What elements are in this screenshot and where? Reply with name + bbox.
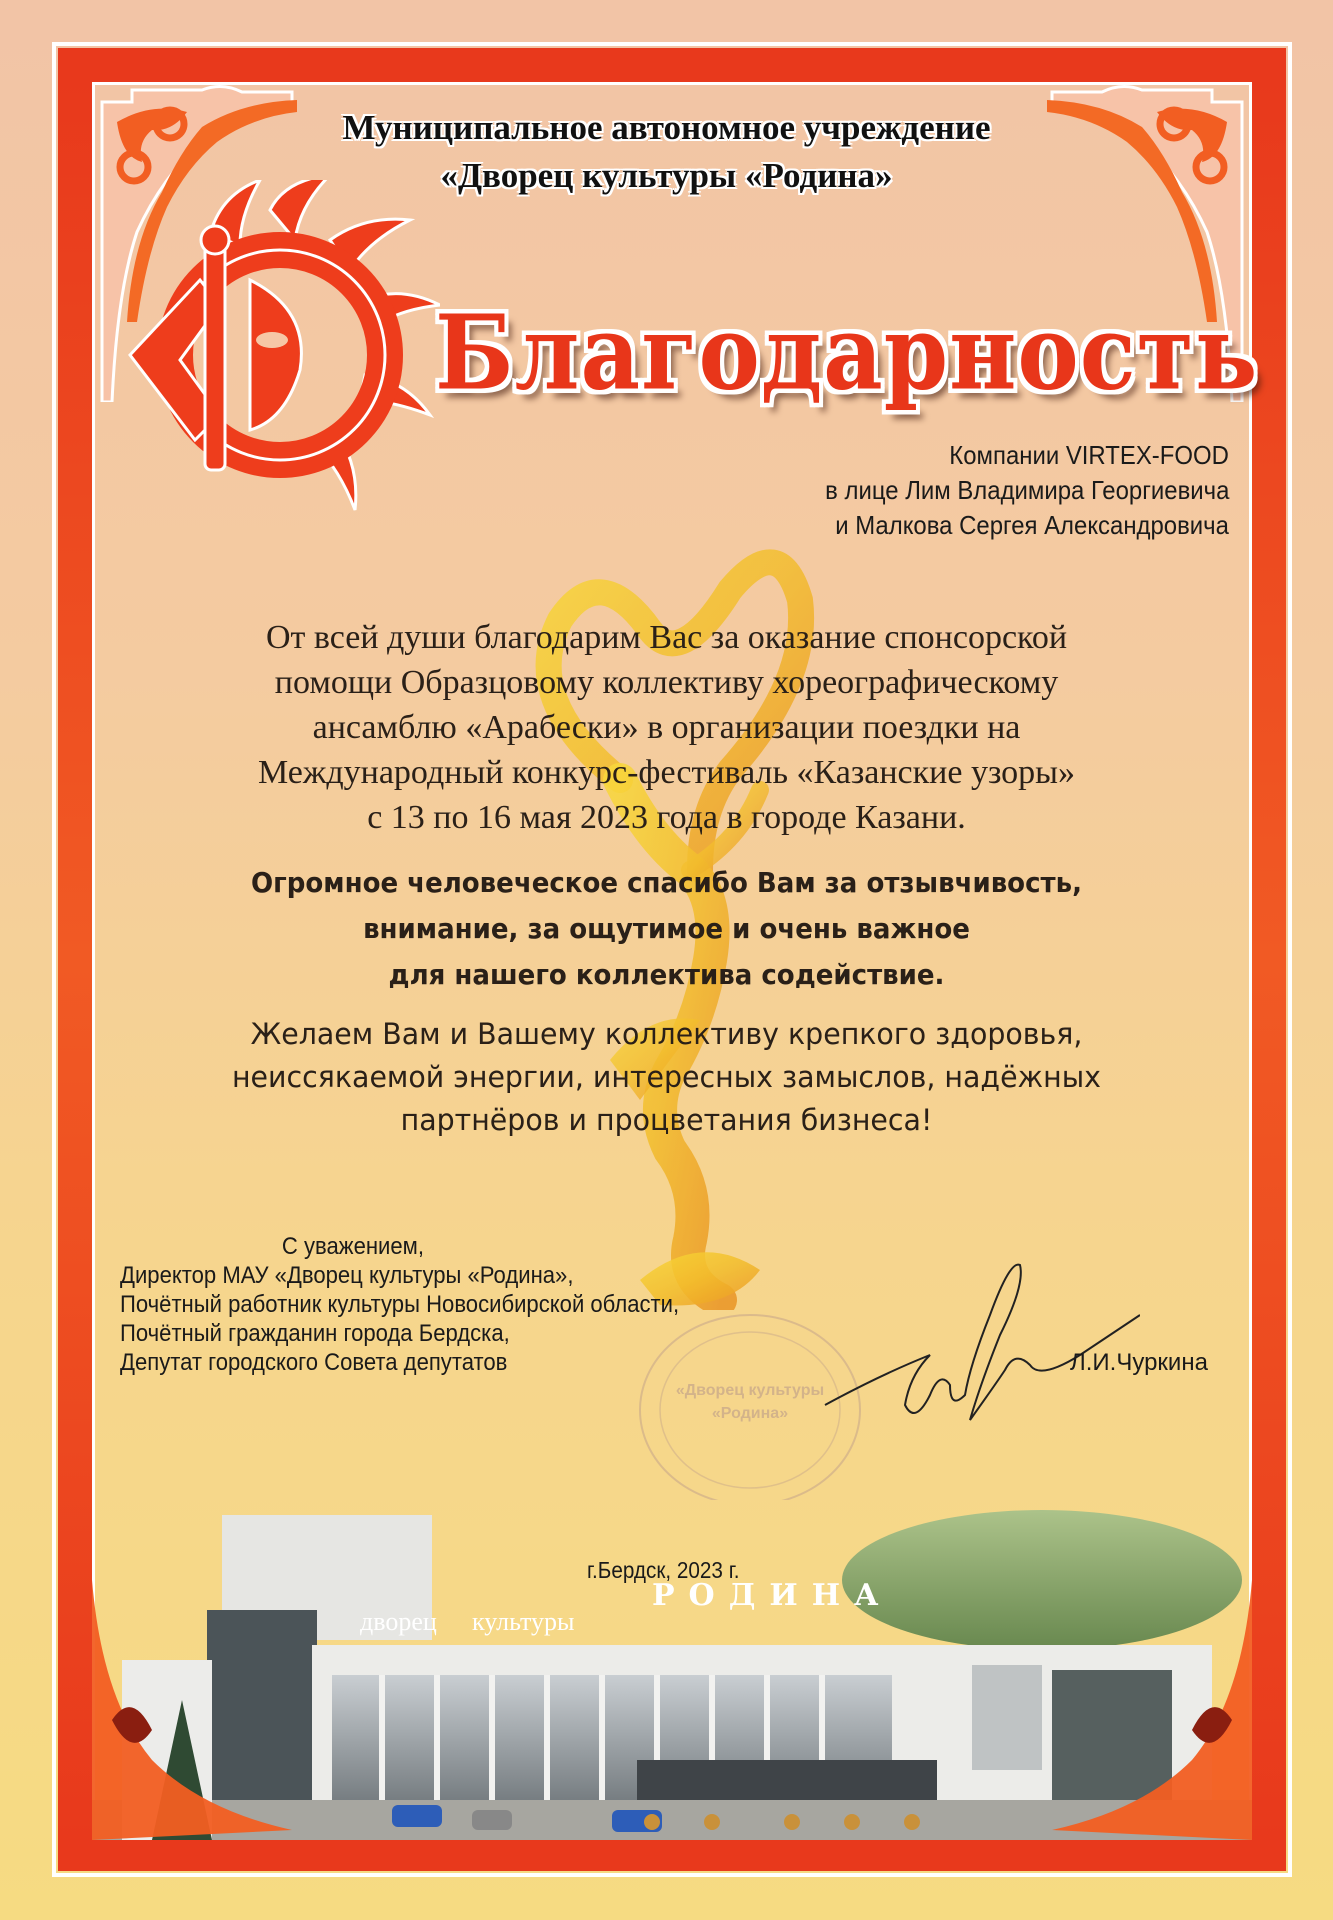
body-paragraph-1-line-3: ансамблю «Арабески» в организации поездки на xyxy=(312,709,1021,746)
body-paragraph-2-line-2: внимание, за ощутимое и очень важное xyxy=(363,912,970,945)
svg-text:РОДИНА: РОДИНА xyxy=(652,1578,893,1613)
body-paragraph-3-line-2: неиссякаемой энергии, интересных замыслов, надёжных xyxy=(231,1060,1102,1094)
body-paragraph-1-line-4: Международный конкурс-фестиваль «Казанские узоры» xyxy=(257,754,1076,791)
signer-title-1: Директор МАУ «Дворец культуры «Родина», xyxy=(120,1262,574,1289)
svg-text:«Дворец культуры: «Дворец культуры xyxy=(675,1382,825,1399)
signer-title-2: Почётный работник культуры Новосибирской области, xyxy=(120,1291,680,1318)
palace-of-culture-building-illustration xyxy=(92,1500,1252,1840)
organization-name-line-1: Муниципальное автономное учреждение xyxy=(342,108,991,147)
sun-emblem-icon xyxy=(100,180,440,520)
signer-name: Л.И.Чуркина xyxy=(1070,1349,1208,1376)
handwritten-signature-icon xyxy=(820,1255,1140,1435)
body-paragraph-3-line-3: партнёров и процветания бизнеса! xyxy=(400,1103,933,1137)
closing-greeting: С уважением, xyxy=(281,1233,424,1260)
recipient-person-2: и Малкова Сергея Александровича xyxy=(835,510,1229,540)
body-paragraph-1-line-2: помощи Образцовому коллективу хореографическому xyxy=(274,664,1059,701)
svg-text:культуры: культуры xyxy=(472,1607,575,1636)
signature-block xyxy=(120,1232,679,1377)
body-paragraph-1-line-5: с 13 по 16 мая 2023 года в городе Казани. xyxy=(367,799,966,836)
signer-title-3: Почётный гражданин города Бердска, xyxy=(120,1320,510,1347)
body-paragraph-3-line-1: Желаем Вам и Вашему коллективу крепкого здоровья, xyxy=(250,1017,1083,1051)
organization-name-line-2: «Дворец культуры «Родина» xyxy=(440,156,893,195)
place-and-year: г.Бердск, 2023 г. xyxy=(587,1557,740,1583)
body-paragraph-2-line-1: Огромное человеческое спасибо Вам за отзывчивость, xyxy=(251,866,1082,899)
svg-text:«Родина»: «Родина» xyxy=(711,1405,789,1422)
svg-text:дворец: дворец xyxy=(360,1607,437,1636)
body-paragraph-1-line-1: От всей души благодарим Вас за оказание спонсорской xyxy=(265,619,1068,656)
recipient-person-1: в лице Лим Владимира Георгиевича xyxy=(824,475,1229,505)
certificate-title: Благодарность xyxy=(435,292,1259,413)
body-paragraph-2-line-3: для нашего коллектива содействие. xyxy=(388,958,945,991)
recipient-company: Компании VIRTEX-FOOD xyxy=(949,440,1229,470)
signer-title-4: Депутат городского Совета депутатов xyxy=(120,1349,508,1376)
